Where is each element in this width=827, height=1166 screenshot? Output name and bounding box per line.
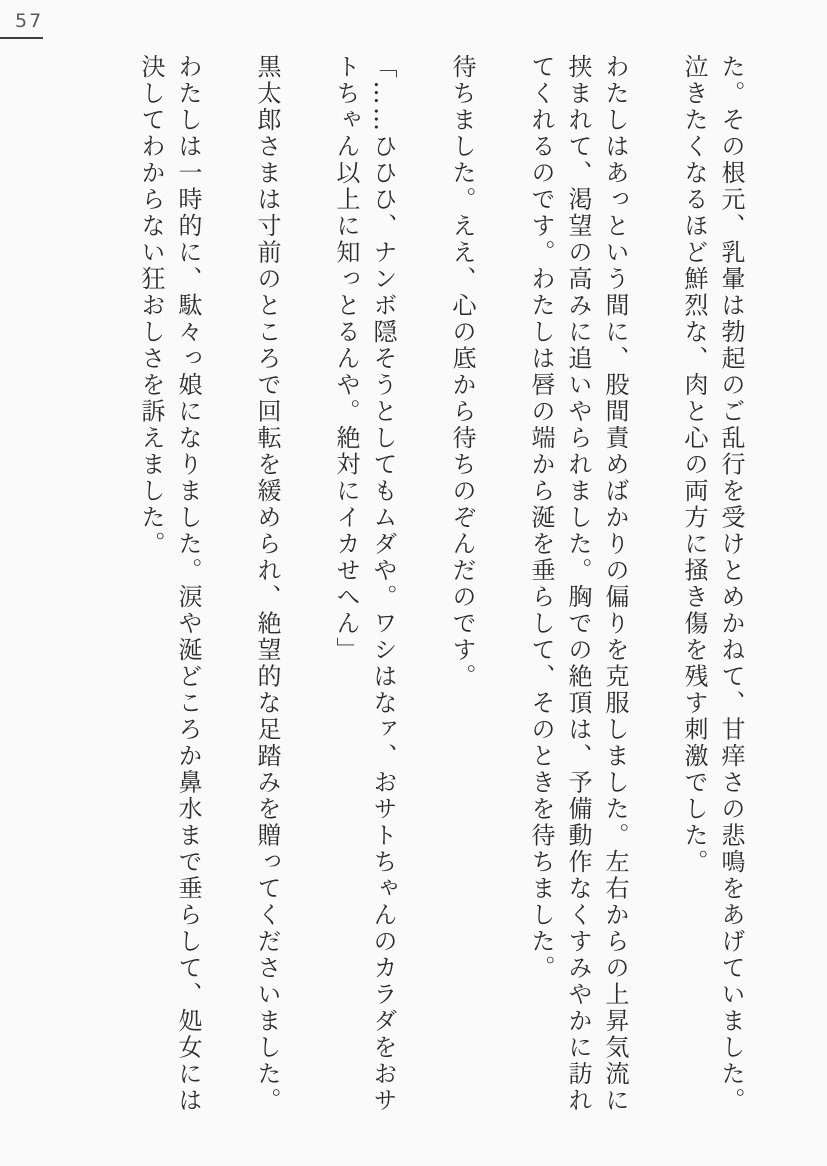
paragraph: 待ちました。ええ、心の底から待ちのぞんだのです。 <box>448 54 476 690</box>
paragraph: わたしはあっという間に、股間責めばかりの偏りを克服しました。左右からの上昇気流に挟まれて、渇望の高みに追いやられました。胸での絶頂は、予備動作なくすみやかに訪れてくれるのです。わたしは唇の端から涎を垂らして、そのときを待ちました。 <box>527 54 629 1114</box>
body-text <box>132 54 749 1126</box>
folio-rule <box>0 37 43 39</box>
paragraph: 黒太郎さまは寸前のところで回転を緩められ、絶望的な足踏みを贈ってくださいました。 <box>253 54 281 1114</box>
page-number: 57 <box>15 10 44 32</box>
paragraph-dialogue: 「……ひひひ、ナンボ隠そうとしてもムダや。ワシはなァ、おサトちゃんのカラダをおサトちゃん以上に知っとるんや。絶対にイカせへん」 <box>332 54 397 1114</box>
paragraph: わたしは一時的に、駄々っ娘になりました。涙や涎どころか鼻水まで垂らして、処女には決してわからない狂おしさを訴えました。 <box>137 54 202 1114</box>
paragraph: た。その根元、乳暈は勃起のご乱行を受けとめかねて、甘痒さの悲鳴をあげていました。泣きたくなるほど鮮烈な、肉と心の両方に掻き傷を残す刺激でした。 <box>680 54 745 1114</box>
